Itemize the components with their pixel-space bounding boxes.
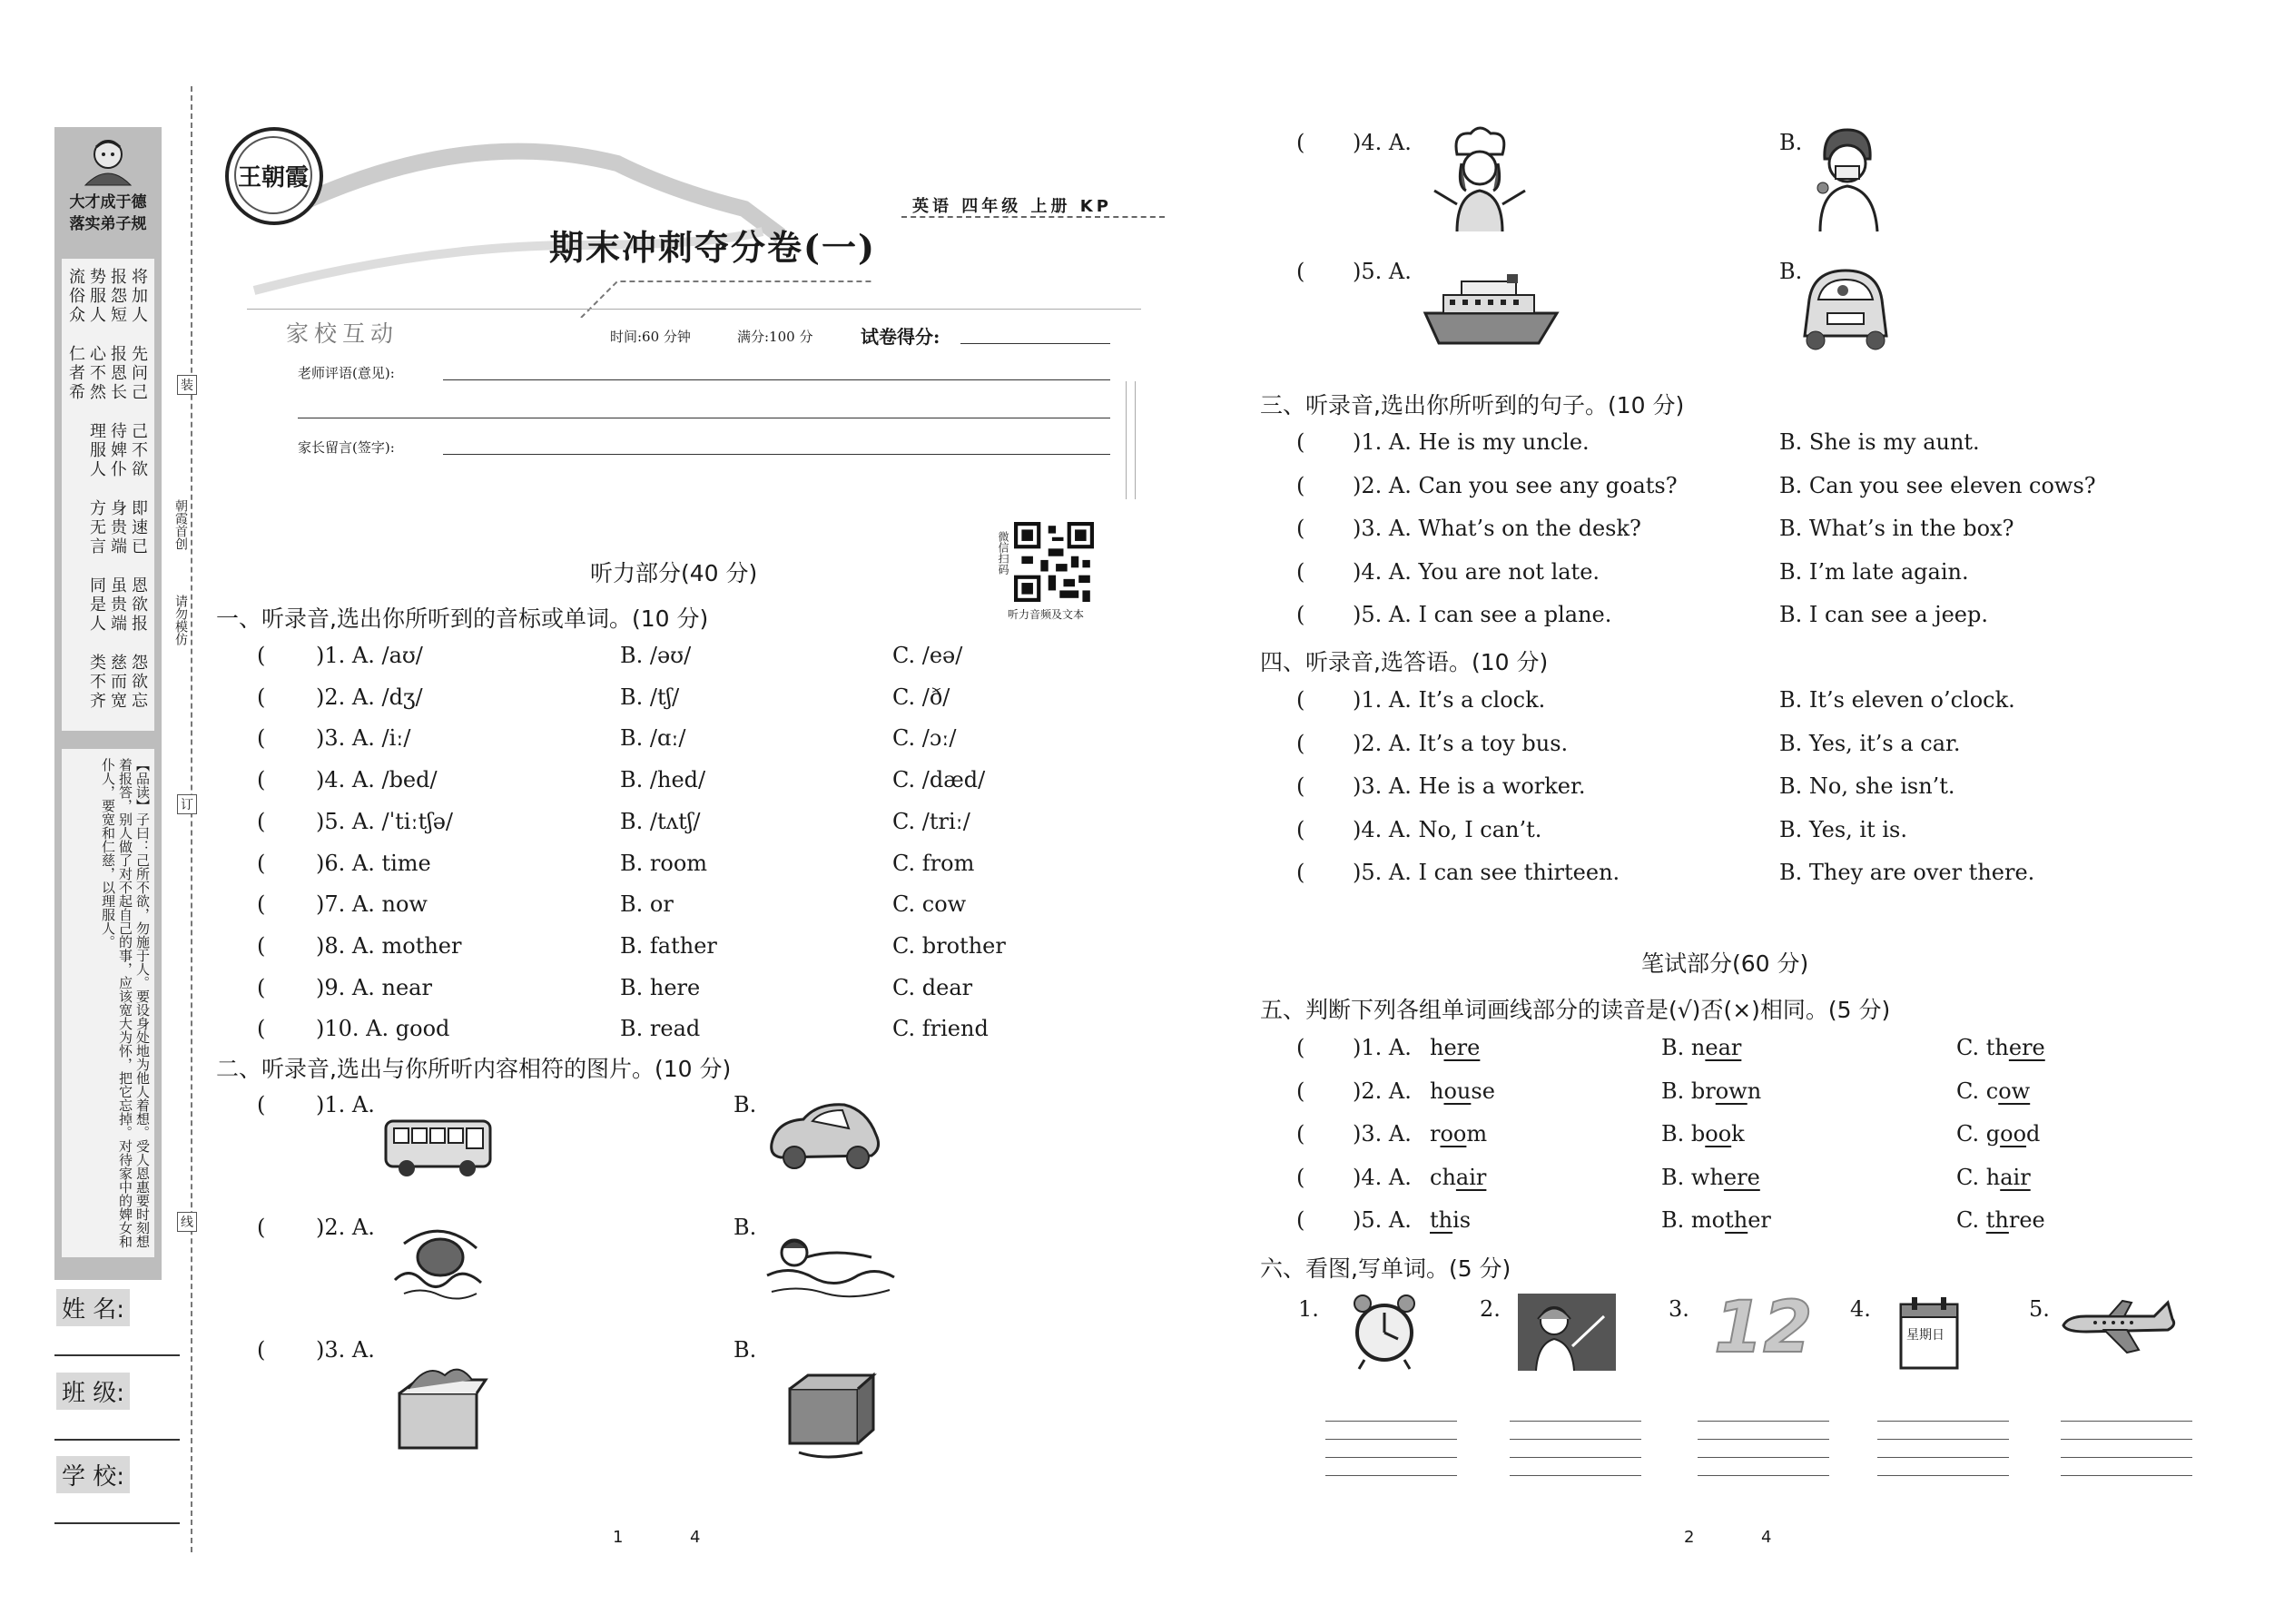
- box-with-shoes-icon: [390, 1357, 490, 1457]
- s2-item-3-b: B.: [733, 1337, 757, 1363]
- s4-item-5-a: )5. A. I can see thirteen.: [1353, 860, 1620, 885]
- answer-blank[interactable]: [1314, 563, 1349, 586]
- page-title: 期末冲刺夺分卷(一): [549, 227, 876, 268]
- answer-blank[interactable]: [1314, 821, 1349, 844]
- cut-mark: 线: [177, 1212, 197, 1232]
- cut-mark: 订: [177, 794, 197, 814]
- s2-item-2: )2. A.: [316, 1215, 375, 1240]
- car-icon: [763, 1094, 890, 1176]
- header-rule: [1135, 381, 1136, 499]
- answer-paren: (: [1296, 472, 1305, 498]
- writing-line-2[interactable]: [1510, 1475, 1641, 1476]
- word-part-pre: B. n: [1661, 1035, 1706, 1060]
- answer-paren: (: [257, 1092, 266, 1117]
- answer-blank[interactable]: [1314, 1125, 1349, 1148]
- word-part-post: se: [1471, 1078, 1495, 1104]
- side-note: 请勿模仿: [173, 595, 188, 645]
- poem-col: 身贵端: [108, 499, 127, 556]
- answer-paren: (: [257, 850, 266, 876]
- word-part-mid: ow: [1715, 1078, 1748, 1104]
- writing-line-3[interactable]: [1698, 1475, 1829, 1476]
- s3-item-3-b: B. What’s in the box?: [1779, 516, 2014, 541]
- answer-paren: (: [257, 684, 266, 710]
- word-part-mid: th: [1725, 1207, 1748, 1233]
- reading-box: [62, 749, 154, 1257]
- s6-item-1-number: 1.: [1298, 1296, 1319, 1322]
- answer-paren: (: [1296, 516, 1305, 541]
- page-number: 4: [1761, 1528, 1772, 1547]
- answer-paren: (: [1296, 130, 1305, 155]
- word-part-post: ree: [2008, 1207, 2045, 1233]
- s5-item-5-a: [1430, 1207, 1471, 1233]
- writing-line-1[interactable]: [1325, 1439, 1457, 1440]
- answer-paren: (: [1296, 558, 1305, 585]
- parent-message-label: 家长留言(签字):: [298, 439, 395, 456]
- s3-item-5-a: )5. A. I can see a plane.: [1353, 602, 1612, 627]
- s1-item-8-a: )8. A. mother: [316, 932, 462, 959]
- name-label: 姓 名:: [56, 1289, 130, 1326]
- writing-line-4[interactable]: [1877, 1475, 2009, 1476]
- s1-item-7-c: C. cow: [892, 891, 967, 918]
- word-part-pre: C. th: [1956, 1035, 2009, 1060]
- poem-col: 虽贵端: [108, 576, 127, 634]
- answer-paren: (: [257, 891, 266, 918]
- qr-side-text: 微信扫码: [997, 531, 1009, 575]
- s5-item-5-label: )5. A.: [1353, 1207, 1412, 1233]
- s3-item-4-a: )4. A. You are not late.: [1353, 558, 1600, 585]
- writing-line-1[interactable]: [1325, 1421, 1457, 1422]
- poem-col: 理服人: [87, 422, 106, 479]
- sidebar-panel: [54, 127, 162, 1280]
- class-label: 班 级:: [56, 1373, 130, 1410]
- answer-paren: (: [1296, 1121, 1305, 1147]
- s1-item-3-a: )3. A. /iː/: [316, 725, 411, 752]
- s3-item-2-b: B. Can you see eleven cows?: [1779, 472, 2096, 498]
- poem-col: 即速已: [129, 499, 148, 556]
- subject-line: 英语 四年级 上册 KP: [912, 197, 1112, 216]
- alarm-clock-icon: [1348, 1289, 1421, 1371]
- qr-caption: 听力音频及文本: [1008, 608, 1085, 621]
- poem-col: 先问己: [129, 345, 148, 402]
- s1-item-8-b: B. father: [620, 932, 717, 959]
- s5-item-2-label: )2. A.: [1353, 1078, 1412, 1104]
- page-number: 1: [613, 1528, 624, 1547]
- answer-blank[interactable]: [275, 812, 310, 836]
- answer-paren: (: [1296, 1207, 1305, 1233]
- s5-item-4-c: [1956, 1165, 2031, 1190]
- header-rule: [1126, 381, 1127, 499]
- cut-line: [191, 86, 192, 1552]
- word-part-pre: h: [1430, 1035, 1444, 1060]
- school-label: 学 校:: [56, 1456, 130, 1493]
- word-part-post: k: [1731, 1121, 1745, 1147]
- s5-item-1-b: [1661, 1035, 1741, 1060]
- poem-col: 恩欲报: [129, 576, 148, 634]
- s3-item-2-a: )2. A. Can you see any goats?: [1353, 472, 1678, 498]
- word-part-mid: th: [1985, 1207, 2009, 1233]
- listening-title: 听力部分(40 分): [590, 560, 758, 586]
- s5-item-1-label: )1. A.: [1353, 1035, 1412, 1060]
- teacher-comment-label: 老师评语(意见):: [298, 365, 395, 381]
- subject-underline: [901, 216, 1165, 218]
- s4-item-3-b: B. No, she isn’t.: [1779, 773, 1955, 799]
- s5-item-2-b: [1661, 1078, 1761, 1104]
- score-label: 试卷得分:: [861, 326, 940, 348]
- section-6-heading: 六、看图,写单词。(5 分): [1260, 1255, 1511, 1282]
- poem-col: 心不然: [87, 345, 106, 402]
- answer-blank[interactable]: [1314, 1211, 1349, 1235]
- s5-item-3-label: )3. A.: [1353, 1121, 1412, 1147]
- answer-blank[interactable]: [275, 688, 310, 712]
- writing-line-4[interactable]: [1877, 1457, 2009, 1458]
- exam-time: 时间:60 分钟: [610, 329, 691, 345]
- s3-item-3-a: )3. A. What’s on the desk?: [1353, 516, 1641, 541]
- poem-col: 将加人: [129, 268, 148, 325]
- s6-item-3-number: 3.: [1669, 1296, 1689, 1322]
- writing-line-1[interactable]: [1325, 1475, 1457, 1476]
- s2-item-3: )3. A.: [316, 1337, 375, 1363]
- s1-item-1-b: B. /əʊ/: [620, 643, 692, 668]
- word-part-pre: B. wh: [1661, 1164, 1724, 1190]
- answer-blank[interactable]: [275, 646, 310, 670]
- answer-paren: (: [1296, 860, 1305, 885]
- answer-paren: (: [1296, 687, 1305, 713]
- word-part-mid: oo: [1705, 1121, 1732, 1147]
- poem-col: 同是人: [87, 576, 106, 634]
- s1-item-6-a: )6. A. time: [316, 850, 431, 876]
- s1-item-5-c: C. /triː/: [892, 808, 970, 834]
- answer-paren: (: [257, 1016, 266, 1042]
- writing-line-4[interactable]: [1877, 1439, 2009, 1440]
- s1-item-3-b: B. /ɑː/: [620, 725, 686, 752]
- s1-item-5-b: B. /tʌtʃ/: [620, 808, 701, 834]
- s4-item-2-b: B. Yes, it’s a car.: [1779, 730, 1961, 756]
- writing-line-5[interactable]: [2061, 1475, 2192, 1476]
- s2-item-4: )4. A.: [1353, 130, 1412, 155]
- answer-blank[interactable]: [1314, 1038, 1349, 1062]
- s1-item-2-c: C. /ð/: [892, 684, 950, 710]
- s5-item-2-c: [1956, 1078, 2030, 1104]
- answer-paren: (: [257, 808, 266, 834]
- s4-item-1-b: B. It’s eleven o’clock.: [1779, 687, 2015, 713]
- word-part-pre: B. br: [1661, 1078, 1716, 1104]
- answer-paren: (: [257, 974, 266, 1000]
- name-field[interactable]: [54, 1354, 180, 1356]
- word-part-pre: C. h: [1956, 1164, 2001, 1190]
- s5-item-4-b: [1661, 1165, 1760, 1190]
- s6-item-2-number: 2.: [1480, 1296, 1501, 1322]
- word-part-mid: ere: [1443, 1035, 1481, 1060]
- calendar-text: 星期日: [1906, 1328, 1944, 1343]
- teacher-comment-field[interactable]: [443, 379, 1110, 380]
- s4-item-5-b: B. They are over there.: [1779, 860, 2035, 885]
- answer-blank[interactable]: [275, 854, 310, 878]
- page-number: 4: [690, 1528, 701, 1547]
- answer-paren: (: [1296, 1078, 1305, 1104]
- poem-col: 类不齐: [87, 654, 106, 711]
- s1-item-9-a: )9. A. near: [316, 974, 432, 1000]
- writing-line-2[interactable]: [1510, 1439, 1641, 1440]
- s2-item-2-b: B.: [733, 1215, 757, 1240]
- answer-blank[interactable]: [1314, 1168, 1349, 1192]
- poem-col: 慈而宽: [108, 654, 127, 711]
- motto-line-2: 落实弟子规: [69, 215, 147, 233]
- answer-blank[interactable]: [1314, 863, 1349, 887]
- answer-blank[interactable]: [1314, 1082, 1349, 1106]
- writing-line-2[interactable]: [1510, 1457, 1641, 1458]
- s5-item-5-c: [1956, 1207, 2045, 1233]
- poem-col: 势服人: [87, 268, 106, 325]
- s1-item-5-a: )5. A. /ˈtiːtʃə/: [316, 808, 454, 834]
- word-part-mid: air: [2000, 1164, 2031, 1190]
- answer-paren: (: [1296, 1035, 1305, 1060]
- s1-item-2-a: )2. A. /dʒ/: [316, 684, 423, 710]
- section-4-heading: 四、听录音,选答语。(10 分): [1260, 649, 1549, 675]
- poem-col: 报怨短: [108, 268, 127, 325]
- s5-item-4-a: [1430, 1165, 1486, 1190]
- word-part-mid: ear: [1705, 1035, 1742, 1060]
- s5-item-1-a: [1430, 1035, 1480, 1060]
- s1-item-4-c: C. /dæd/: [892, 767, 986, 793]
- number-twelve-icon: 12: [1714, 1287, 1813, 1369]
- s2-item-1-b: B.: [733, 1092, 757, 1117]
- word-part-pre: h: [1430, 1078, 1444, 1104]
- s1-item-8-c: C. brother: [892, 932, 1006, 959]
- poem-col: 怨欲忘: [129, 654, 148, 711]
- writing-line-4[interactable]: [1877, 1421, 2009, 1422]
- word-part-pre: r: [1430, 1121, 1441, 1147]
- brand-logo-text: 王朝霞: [234, 136, 312, 214]
- section-2-heading: 二、听录音,选出与你所听内容相符的图片。(10 分): [216, 1056, 732, 1082]
- word-part-mid: air: [1455, 1164, 1487, 1190]
- nurse-icon: [1807, 123, 1888, 236]
- s4-item-4-a: )4. A. No, I can’t.: [1353, 816, 1542, 842]
- s1-item-4-a: )4. A. /bed/: [316, 767, 438, 793]
- poem-col: 仁者希: [66, 345, 85, 402]
- writing-line-3[interactable]: [1698, 1439, 1829, 1440]
- writing-line-3[interactable]: [1698, 1457, 1829, 1458]
- s1-item-1-a: )1. A. /aʊ/: [316, 643, 423, 668]
- answer-blank[interactable]: [1314, 691, 1349, 714]
- ship-icon: [1421, 272, 1561, 349]
- poem-col: 报恩长: [108, 345, 127, 402]
- poem-col: 待婢仆: [108, 422, 127, 479]
- cut-mark: 装: [177, 375, 197, 395]
- answer-paren: (: [1296, 602, 1305, 627]
- s3-item-1-a: )1. A. He is my uncle.: [1353, 429, 1590, 455]
- s1-item-9-c: C. dear: [892, 974, 973, 1000]
- s4-item-2-a: )2. A. It’s a toy bus.: [1353, 730, 1569, 756]
- answer-paren: (: [1296, 429, 1305, 455]
- word-part-pre: B. mo: [1661, 1207, 1726, 1233]
- s1-item-1-c: C. /eə/: [892, 643, 963, 668]
- answer-blank[interactable]: [1314, 734, 1349, 758]
- s6-item-5-number: 5.: [2029, 1296, 2050, 1322]
- page-number: 2: [1684, 1528, 1695, 1547]
- qr-code-icon[interactable]: [1014, 522, 1094, 602]
- score-field[interactable]: [960, 343, 1110, 344]
- home-school-tag: 家校互动: [286, 320, 399, 347]
- exam-full-score: 满分:100 分: [737, 329, 813, 345]
- motto-line-1: 大才成于德: [69, 193, 147, 212]
- s1-item-6-c: C. from: [892, 850, 975, 876]
- word-part-mid: ow: [1998, 1078, 2031, 1104]
- student-cartoon-icon: [80, 134, 136, 187]
- answer-paren: (: [257, 725, 266, 752]
- answer-paren: (: [1296, 259, 1305, 284]
- poem-box: [62, 259, 154, 731]
- answer-paren: (: [1296, 816, 1305, 842]
- s1-item-9-b: B. here: [620, 974, 701, 1000]
- s6-item-4-number: 4.: [1850, 1296, 1871, 1322]
- writing-line-5[interactable]: [2061, 1457, 2192, 1458]
- answer-blank[interactable]: [1314, 433, 1349, 457]
- parent-message-field[interactable]: [443, 454, 1110, 455]
- s1-item-4-b: B. /hed/: [620, 767, 706, 793]
- word-part-mid: ere: [2008, 1035, 2045, 1060]
- answer-blank[interactable]: [1314, 519, 1349, 543]
- jeep-icon: [1796, 263, 1895, 354]
- writing-title: 笔试部分(60 分): [1641, 950, 1809, 977]
- s5-item-5-b: [1661, 1207, 1771, 1233]
- section-1-heading: 一、听录音,选出你所听到的音标或单词。(10 分): [216, 605, 709, 632]
- s1-item-10-a: )10. A. good: [316, 1016, 450, 1042]
- s1-item-10-b: B. read: [620, 1016, 701, 1042]
- answer-paren: (: [1296, 773, 1305, 799]
- s2-item-4-b: B.: [1779, 130, 1803, 155]
- cook-icon: [1425, 123, 1534, 236]
- answer-blank[interactable]: [1314, 777, 1349, 801]
- answer-blank[interactable]: [275, 729, 310, 753]
- s3-item-1-b: B. She is my aunt.: [1779, 429, 1980, 455]
- s5-item-3-a: [1430, 1121, 1487, 1147]
- word-part-mid: ou: [1443, 1078, 1472, 1104]
- answer-blank[interactable]: [275, 1019, 310, 1043]
- word-part-post: n: [1747, 1078, 1762, 1104]
- answer-paren: (: [257, 1215, 266, 1240]
- s2-item-5: )5. A.: [1353, 259, 1412, 284]
- section-3-heading: 三、听录音,选出你所听到的句子。(10 分): [1260, 392, 1685, 418]
- writing-line-2[interactable]: [1510, 1421, 1641, 1422]
- s2-item-1: )1. A.: [316, 1092, 375, 1117]
- s3-item-4-b: B. I’m late again.: [1779, 558, 1969, 585]
- section-5-heading: 五、判断下列各组单词画线部分的读音是(√)否(×)相同。(5 分): [1260, 997, 1891, 1023]
- answer-paren: (: [1296, 1164, 1305, 1190]
- writing-line-5[interactable]: [2061, 1439, 2192, 1440]
- plane-icon: [2059, 1294, 2177, 1357]
- answer-paren: (: [257, 767, 266, 793]
- poem-col: 方无言: [87, 499, 106, 556]
- word-part-pre: C. c: [1956, 1078, 1999, 1104]
- word-part-mid: th: [1430, 1207, 1453, 1233]
- s3-item-5-b: B. I can see a jeep.: [1779, 602, 1988, 627]
- box-icon: [781, 1366, 881, 1466]
- answer-blank[interactable]: [1314, 477, 1349, 500]
- word-part-mid: ere: [1723, 1164, 1760, 1190]
- writing-line-5[interactable]: [2061, 1421, 2192, 1422]
- s2-item-5-b: B.: [1779, 259, 1803, 284]
- word-part-post: is: [1452, 1207, 1472, 1233]
- word-part-pre: ch: [1430, 1164, 1456, 1190]
- s4-item-3-a: )3. A. He is a worker.: [1353, 773, 1586, 799]
- surfing-icon: [390, 1212, 490, 1303]
- answer-paren: (: [257, 932, 266, 959]
- class-field[interactable]: [54, 1439, 180, 1441]
- s1-item-6-b: B. room: [620, 850, 708, 876]
- word-part-mid: oo: [1440, 1121, 1467, 1147]
- s1-item-7-b: B. or: [620, 891, 674, 918]
- s1-item-3-c: C. /ɔː/: [892, 725, 957, 752]
- bus-icon: [381, 1112, 499, 1185]
- s1-item-7-a: )7. A. now: [316, 891, 428, 918]
- answer-paren: (: [257, 1337, 266, 1363]
- s5-item-1-c: [1956, 1035, 2045, 1060]
- s5-item-4-label: )4. A.: [1353, 1164, 1412, 1190]
- answer-blank[interactable]: [275, 937, 310, 960]
- writing-line-3[interactable]: [1698, 1421, 1829, 1422]
- answer-blank[interactable]: [275, 979, 310, 1002]
- reading-text: 【品读】子曰：己所不欲，勿施于人。要设身处地为他人着想。受人恩惠要时刻想着报答，别人做了对不起自己的事，应该宽大为怀，把它忘掉。对待家中的婢女和仆人，要宽和仁慈，以理服人。: [100, 758, 151, 1248]
- writing-line-1[interactable]: [1325, 1457, 1457, 1458]
- word-part-mid: oo: [2000, 1121, 2027, 1147]
- s4-item-4-b: B. Yes, it is.: [1779, 816, 1907, 842]
- teacher-icon: [1518, 1294, 1616, 1375]
- word-part-pre: B. b: [1661, 1121, 1706, 1147]
- poem-col: 己不欲: [129, 422, 148, 479]
- answer-paren: (: [257, 643, 266, 668]
- poem-col: 流俗众: [66, 268, 85, 325]
- s5-item-3-c: [1956, 1121, 2040, 1147]
- s1-item-2-b: B. /tʃ/: [620, 684, 680, 710]
- swimming-icon: [763, 1221, 899, 1303]
- answer-blank[interactable]: [275, 895, 310, 919]
- answer-blank[interactable]: [275, 771, 310, 794]
- s5-item-2-a: [1430, 1078, 1495, 1104]
- answer-paren: (: [1296, 730, 1305, 756]
- word-part-post: d: [2026, 1121, 2041, 1147]
- s4-item-1-a: )1. A. It’s a clock.: [1353, 687, 1546, 713]
- s1-item-10-c: C. friend: [892, 1016, 989, 1042]
- word-part-pre: C. g: [1956, 1121, 2001, 1147]
- school-field[interactable]: [54, 1522, 180, 1524]
- word-part-post: m: [1466, 1121, 1488, 1147]
- header-rule: [247, 309, 1141, 310]
- word-part-pre: C.: [1956, 1207, 1986, 1233]
- s5-item-3-b: [1661, 1121, 1745, 1147]
- word-part-post: er: [1748, 1207, 1771, 1233]
- side-note: 朝霞首创: [173, 499, 188, 550]
- answer-blank[interactable]: [1314, 605, 1349, 629]
